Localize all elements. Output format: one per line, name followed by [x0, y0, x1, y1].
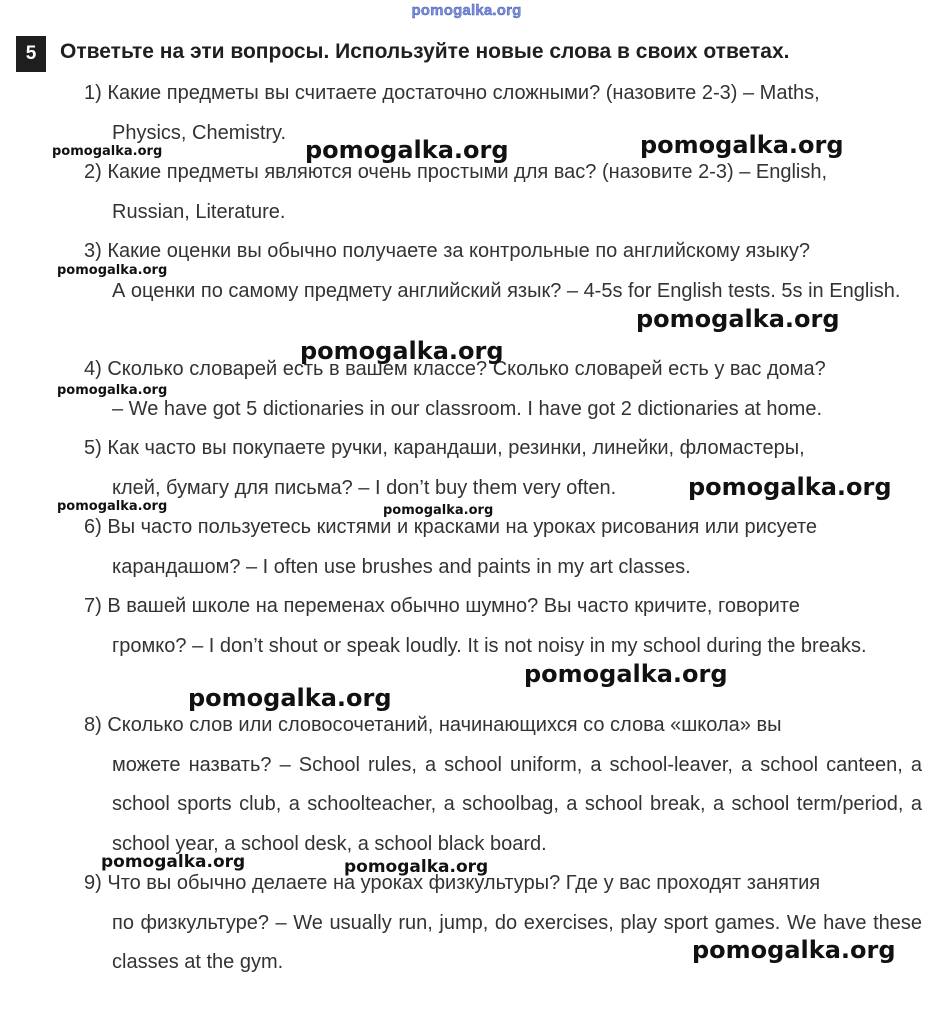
question-text: Сколько словарей есть в вашем классе? Сколько словарей есть у вас дома?	[107, 358, 826, 380]
answer-text: клей, бумагу для письма? – I don’t buy them very often.	[112, 476, 617, 499]
answer-text: карандашом? – I often use brushes and paints in my art classes.	[112, 555, 691, 578]
question-item-8	[84, 706, 922, 864]
question-number: 6)	[84, 516, 102, 538]
question-text: Какие предметы являются очень простыми для вас? (назовите 2-3) – English,	[107, 161, 828, 183]
watermark: pomogalka.org	[300, 337, 504, 365]
question-number: 8)	[84, 714, 102, 736]
question-item-7	[84, 587, 922, 666]
answer-text: можете назвать? – School rules, a school uniform, a school-leaver, a school canteen, a school sports club, a schoolteacher, a schoolbag, a school break, a school term/period, a school year, a school desk, a school black board.	[112, 753, 922, 855]
answer-text: А оценки по самому предмету английский язык? – 4-5s for English tests. 5s in English.	[112, 279, 901, 302]
watermark: pomogalka.org	[688, 473, 892, 501]
watermark: pomogalka.org	[344, 857, 489, 877]
header-watermark: pomogalka.org	[411, 2, 522, 19]
question-text: Сколько слов или словосочетаний, начинающихся со слова «школа» вы	[107, 714, 782, 736]
watermark: pomogalka.org	[305, 136, 509, 164]
question-number: 2)	[84, 161, 102, 183]
question-text: Что вы обычно делаете на уроках физкультуры? Где у вас проходят занятия	[107, 872, 821, 894]
task-heading: Ответьте на эти вопросы. Используйте новые слова в своих ответах.	[60, 40, 790, 63]
question-number: 1)	[84, 82, 102, 104]
question-item-3	[84, 232, 922, 311]
watermark: pomogalka.org	[692, 936, 896, 964]
watermark: pomogalka.org	[188, 684, 392, 712]
answer-text: по физкультуре? – We usually run, jump, do exercises, play sport games. We have these classes at the gym.	[112, 911, 922, 973]
question-text: Как часто вы покупаете ручки, карандаши, резинки, линейки, фломастеры,	[107, 437, 805, 459]
question-item-6	[84, 508, 922, 587]
answer-text: Physics, Chemistry.	[112, 121, 287, 144]
question-text: Вы часто пользуетесь кистями и красками на уроках рисования или рисуете	[107, 516, 818, 538]
watermark: pomogalka.org	[524, 660, 728, 688]
watermark: pomogalka.org	[57, 499, 168, 514]
watermark: pomogalka.org	[636, 305, 840, 333]
question-text: В вашей школе на переменах обычно шумно? Вы часто кричите, говорите	[107, 595, 800, 617]
question-item-9	[84, 864, 922, 983]
answer-text: громко? – I don’t shout or speak loudly. It is not noisy in my school during the breaks.	[112, 634, 867, 657]
watermark: pomogalka.org	[52, 144, 163, 159]
watermark: pomogalka.org	[57, 263, 168, 278]
question-number: 7)	[84, 595, 102, 617]
watermark: pomogalka.org	[383, 503, 494, 518]
task-number-badge: 5	[16, 36, 46, 72]
watermark: pomogalka.org	[640, 131, 844, 159]
question-text: Какие оценки вы обычно получаете за контрольные по английскому языку?	[107, 240, 810, 262]
answer-text: Russian, Literature.	[112, 200, 286, 223]
watermark: pomogalka.org	[101, 852, 246, 872]
question-text: Какие предметы вы считаете достаточно сложными? (назовите 2-3) – Maths,	[107, 82, 820, 104]
question-number: 5)	[84, 437, 102, 459]
answer-text: – We have got 5 dictionaries in our classroom. I have got 2 dictionaries at home.	[112, 397, 823, 420]
question-number: 4)	[84, 358, 102, 380]
question-item-2	[84, 153, 922, 232]
question-number: 3)	[84, 240, 102, 262]
question-number: 9)	[84, 872, 102, 894]
watermark: pomogalka.org	[57, 383, 168, 398]
